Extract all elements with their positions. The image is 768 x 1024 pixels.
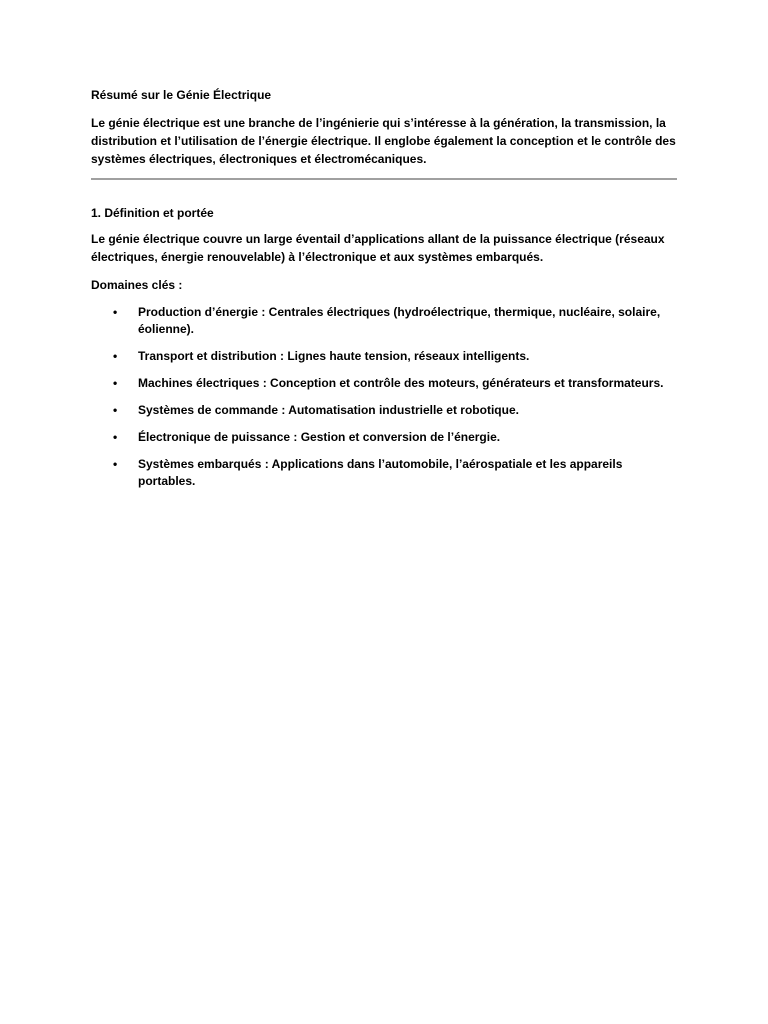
list-item-text: Électronique de puissance : Gestion et conversion de l’énergie. xyxy=(138,430,501,444)
list-item xyxy=(91,348,681,365)
list-item xyxy=(91,402,681,419)
list-item-text: Systèmes de commande : Automatisation industrielle et robotique. xyxy=(138,403,519,417)
list-item-text: Machines électriques : Conception et contrôle des moteurs, générateurs et transformateurs. xyxy=(138,376,664,390)
list-item xyxy=(91,304,681,338)
bullet-icon: • xyxy=(113,430,118,444)
bullet-icon: • xyxy=(113,305,118,319)
domains-label: Domaines clés : xyxy=(91,278,183,292)
section-body-paragraph: Le génie électrique couvre un large éventail d’applications allant de la puissance électrique (réseaux électriques, énergie renouvelable) à l’électronique et aux systèmes embarqués. xyxy=(91,232,665,264)
document-title: Résumé sur le Génie Électrique xyxy=(91,88,272,102)
document-page xyxy=(91,86,681,500)
section-heading: 1. Définition et portée xyxy=(91,206,214,220)
list-item xyxy=(91,375,681,392)
list-item-text: Production d’énergie : Centrales électriques (hydroélectrique, thermique, nucléaire, solaire, éolienne). xyxy=(138,305,661,336)
list-item-text: Systèmes embarqués : Applications dans l’automobile, l’aérospatiale et les appareils portables. xyxy=(138,457,623,488)
list-item xyxy=(91,429,681,446)
bullet-icon: • xyxy=(113,457,118,471)
list-item xyxy=(91,456,681,490)
bullet-icon: • xyxy=(113,403,118,417)
bullet-icon: • xyxy=(113,349,118,363)
bullet-icon: • xyxy=(113,376,118,390)
list-item-text: Transport et distribution : Lignes haute tension, réseaux intelligents. xyxy=(138,349,530,363)
intro-paragraph: Le génie électrique est une branche de l’ingénierie qui s’intéresse à la génération, la transmission, la distribution et l’utilisation de l’énergie électrique. Il englobe également la conception et le contrôle des systèmes électriques, électroniques et électromécaniques. xyxy=(91,116,676,166)
horizontal-divider xyxy=(91,178,677,180)
domains-list xyxy=(91,304,681,490)
